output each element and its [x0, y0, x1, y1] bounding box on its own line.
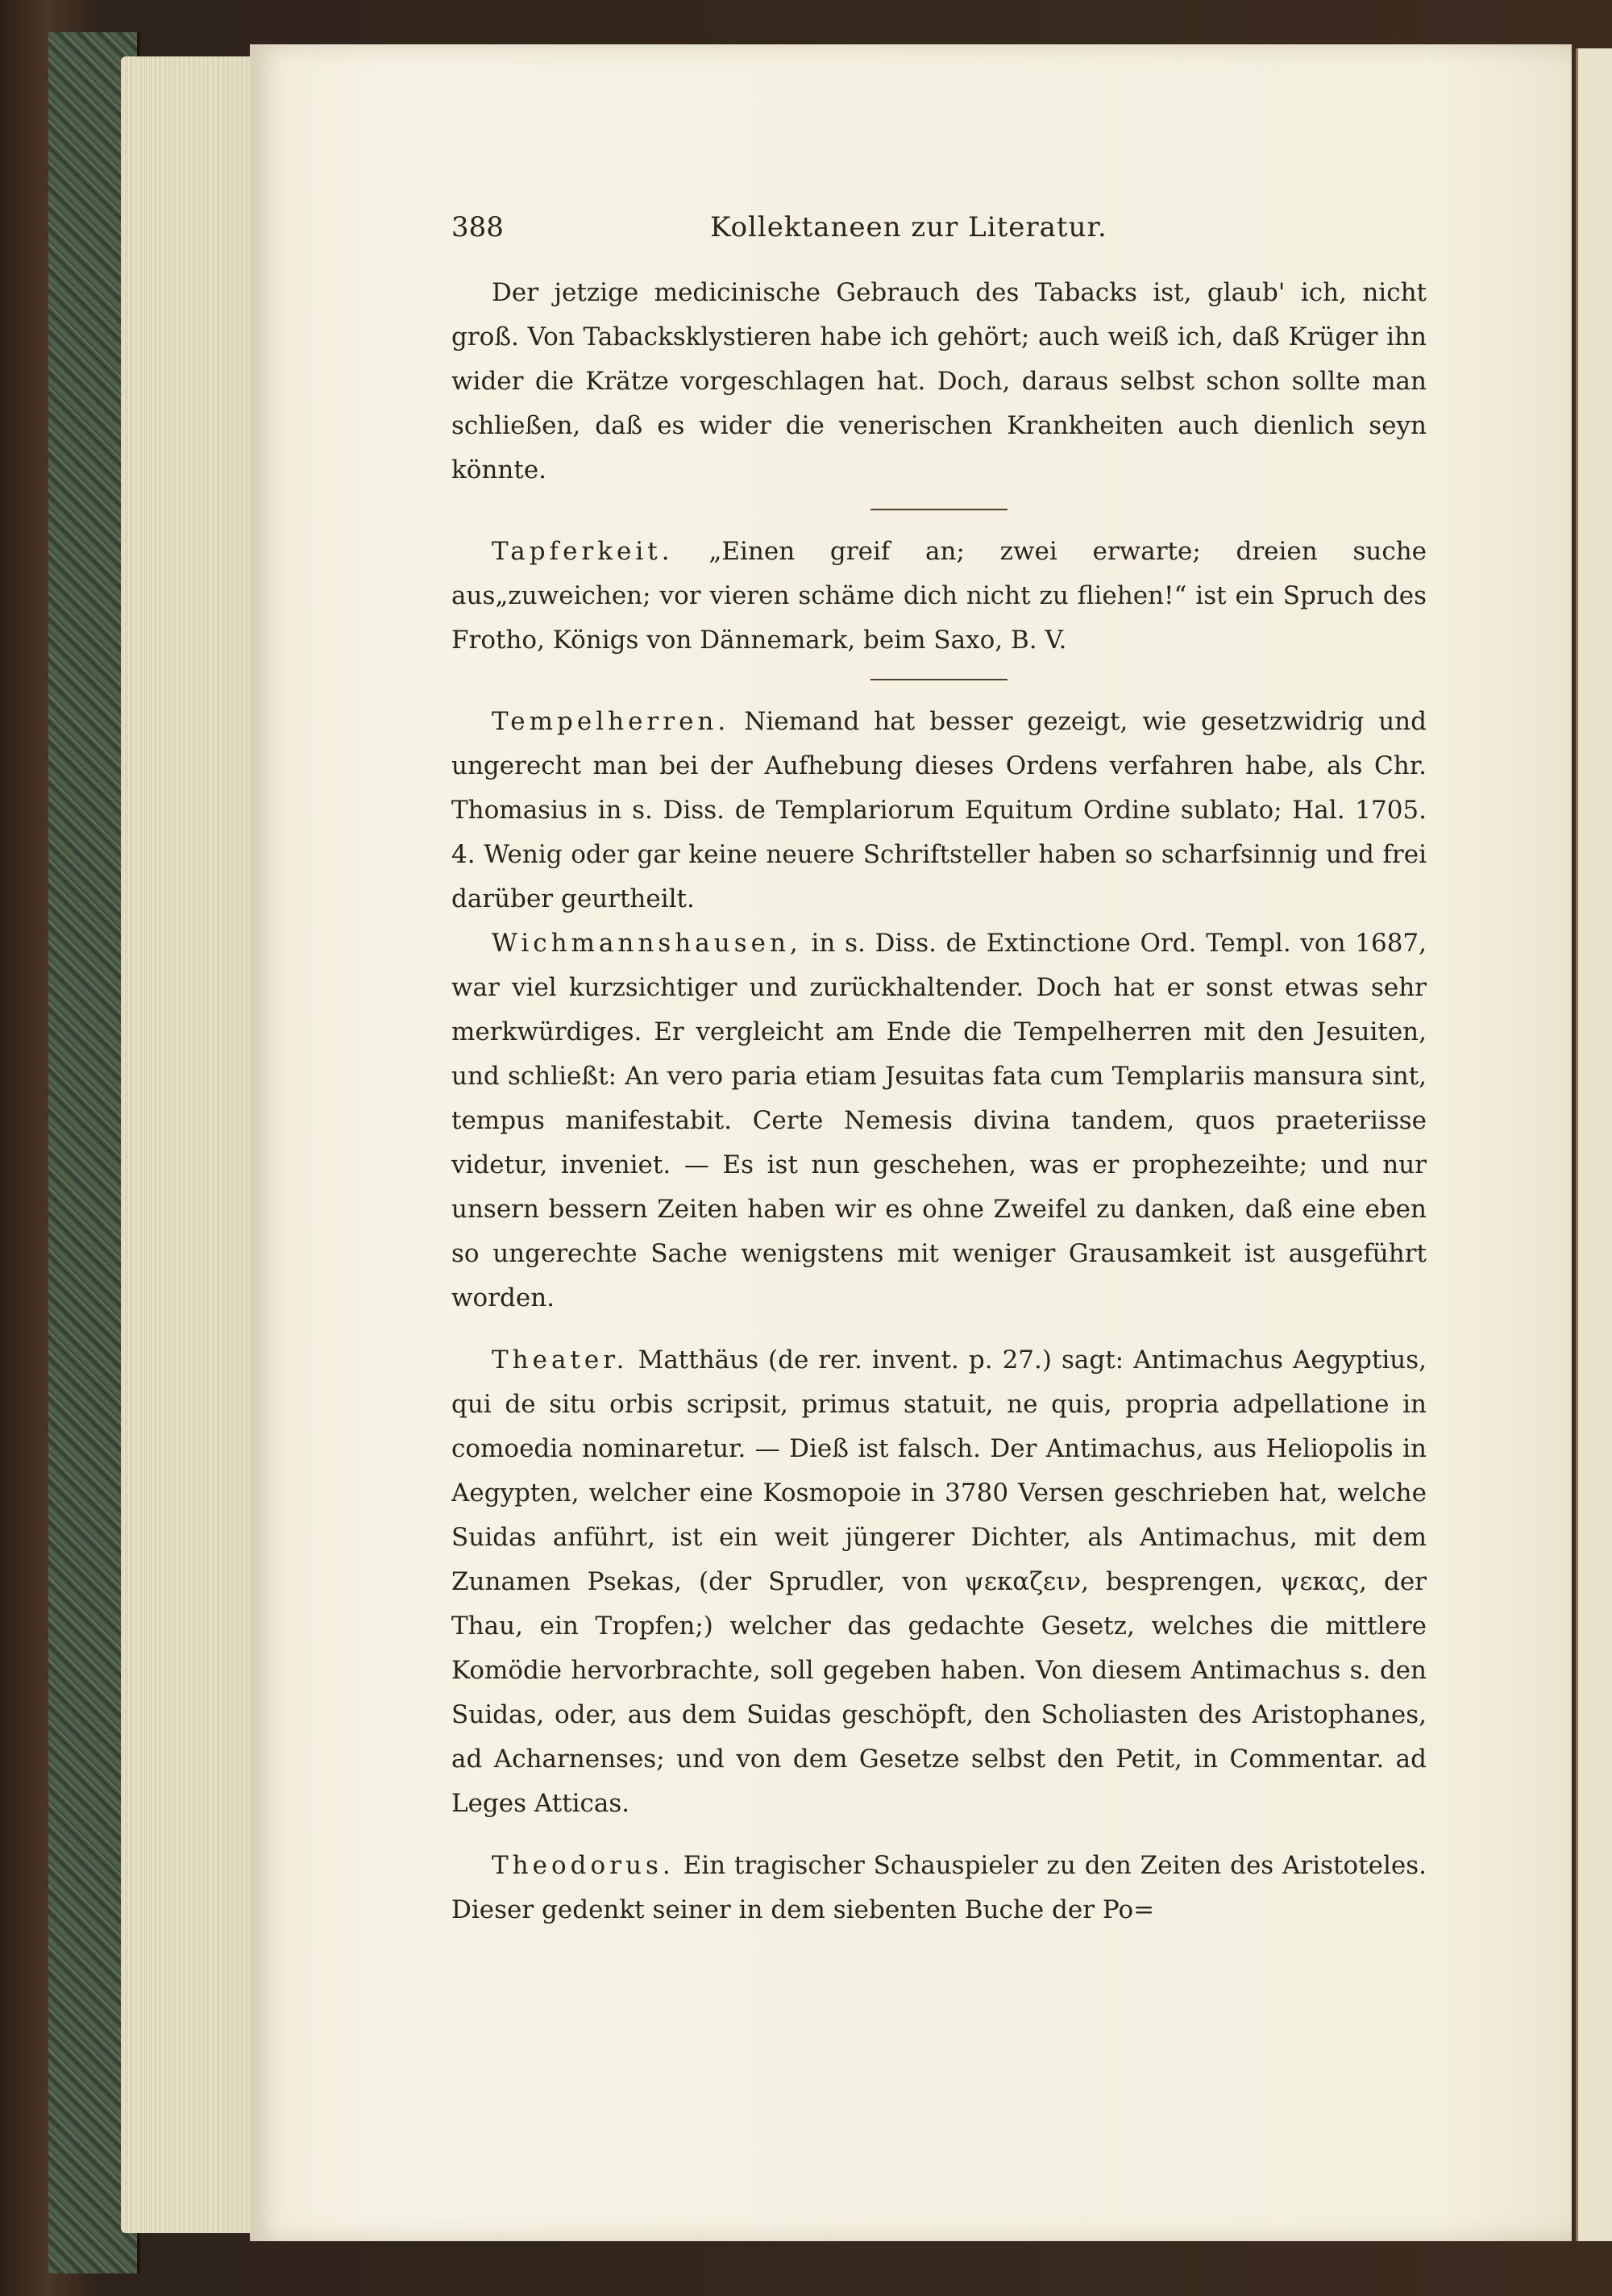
- next-page-edge: [1576, 48, 1612, 2241]
- entry-text: Ein tragischer Schauspieler zu den Zeiten des Aristoteles. Dieser gedenkt seiner in dem siebenten Buche der Po=: [451, 1851, 1427, 1924]
- entry-text: Niemand hat besser gezeigt, wie gesetzwidrig und ungerecht man bei der Aufhebung dieses Ordens verfahren habe, als Chr. Thomasius in s. Diss. de Templariorum Equitum Ordine sublato; Hal. 1705. 4. Wenig oder gar keine neuere Schriftsteller haben so scharfsinnig und frei darüber geurtheilt.: [451, 707, 1427, 913]
- page-text: [451, 206, 1427, 1932]
- section-divider: [870, 679, 1008, 680]
- paragraph-tabak: Der jetzige medicinische Gebrauch des Tabacks ist, glaub' ich, nicht groß. Von Tabacksklystieren habe ich gehört; auch weiß ich, daß Krüger ihn wider die Krätze vorgeschlagen hat. Doch, daraus selbst schon sollte man schließen, daß es wider die venerischen Krankheiten auch dienlich seyn könnte.: [451, 278, 1427, 485]
- section-divider: [870, 509, 1008, 510]
- entry-heading: Wichmannshausen,: [492, 929, 802, 958]
- paragraph-theodorus: [451, 1844, 1427, 1932]
- paragraph-tempelherren: [451, 700, 1427, 921]
- entry-text: Matthäus (de rer. invent. p. 27.) sagt: Antimachus Aegyptius, qui de situ orbis scripsit, primus statuit, ne quis, propria adpellatione in comoedia nominaretur. — Dieß ist falsch. Der Antimachus, aus Heliopolis in Aegypten, welcher eine Kosmopoie in 3780 Versen geschrieben hat, welche Suidas anführt, ist ein weit jüngerer Dichter, als Antimachus, mit dem Zunamen Psekas, (der Sprudler, von ψεκαζειν, besprengen, ψεκας, der Thau, ein Tropfen;) welcher das gedachte Gesetz, welches die mittlere Komödie hervorbrachte, soll gegeben haben. Von diesem Antimachus s. den Suidas, oder, aus dem Suidas geschöpft, den Scholiasten des Aristophanes, ad Acharnenses; und von dem Gesetze selbst den Petit, in Commentar. ad Leges Atticas.: [451, 1346, 1427, 1818]
- entry-heading: Tempelherren.: [492, 707, 730, 736]
- running-title: Kollektaneen zur Literatur.: [710, 211, 1107, 243]
- page-edges: [121, 56, 258, 2233]
- paragraph-tapferkeit: [451, 530, 1427, 663]
- entry-heading: Theater.: [492, 1346, 629, 1375]
- paragraph-theater: [451, 1338, 1427, 1826]
- entry-heading: Tapferkeit.: [492, 537, 674, 566]
- page-header: [451, 206, 1427, 250]
- paragraph-wichmannshausen: [451, 921, 1427, 1321]
- entry-heading: Theodorus.: [492, 1851, 675, 1880]
- entry-text: in s. Diss. de Extinctione Ord. Templ. von 1687, war viel kurzsichtiger und zurückhaltender. Doch hat er sonst etwas sehr merkwürdiges. Er vergleicht am Ende die Tempelherren mit den Jesuiten, und schließt: An vero paria etiam Jesuitas fata cum Templariis mansura sint, tempus manifestabit. Certe Nemesis divina tandem, quos praeteriisse videtur, inveniet. — Es ist nun geschehen, was er prophezeihte; und nur unsern bessern Zeiten haben wir es ohne Zweifel zu danken, daß eine eben so ungerechte Sache wenigstens mit weniger Grausamkeit ist ausgeführt worden.: [451, 929, 1427, 1312]
- entry-text: „Einen greif an; zwei erwarte; dreien suche aus„zuweichen; vor vieren schäme dich nicht zu fliehen!“ ist ein Spruch des Frotho, Königs von Dännemark, beim Saxo, B. V.: [451, 537, 1427, 655]
- page-number: 388: [451, 211, 504, 243]
